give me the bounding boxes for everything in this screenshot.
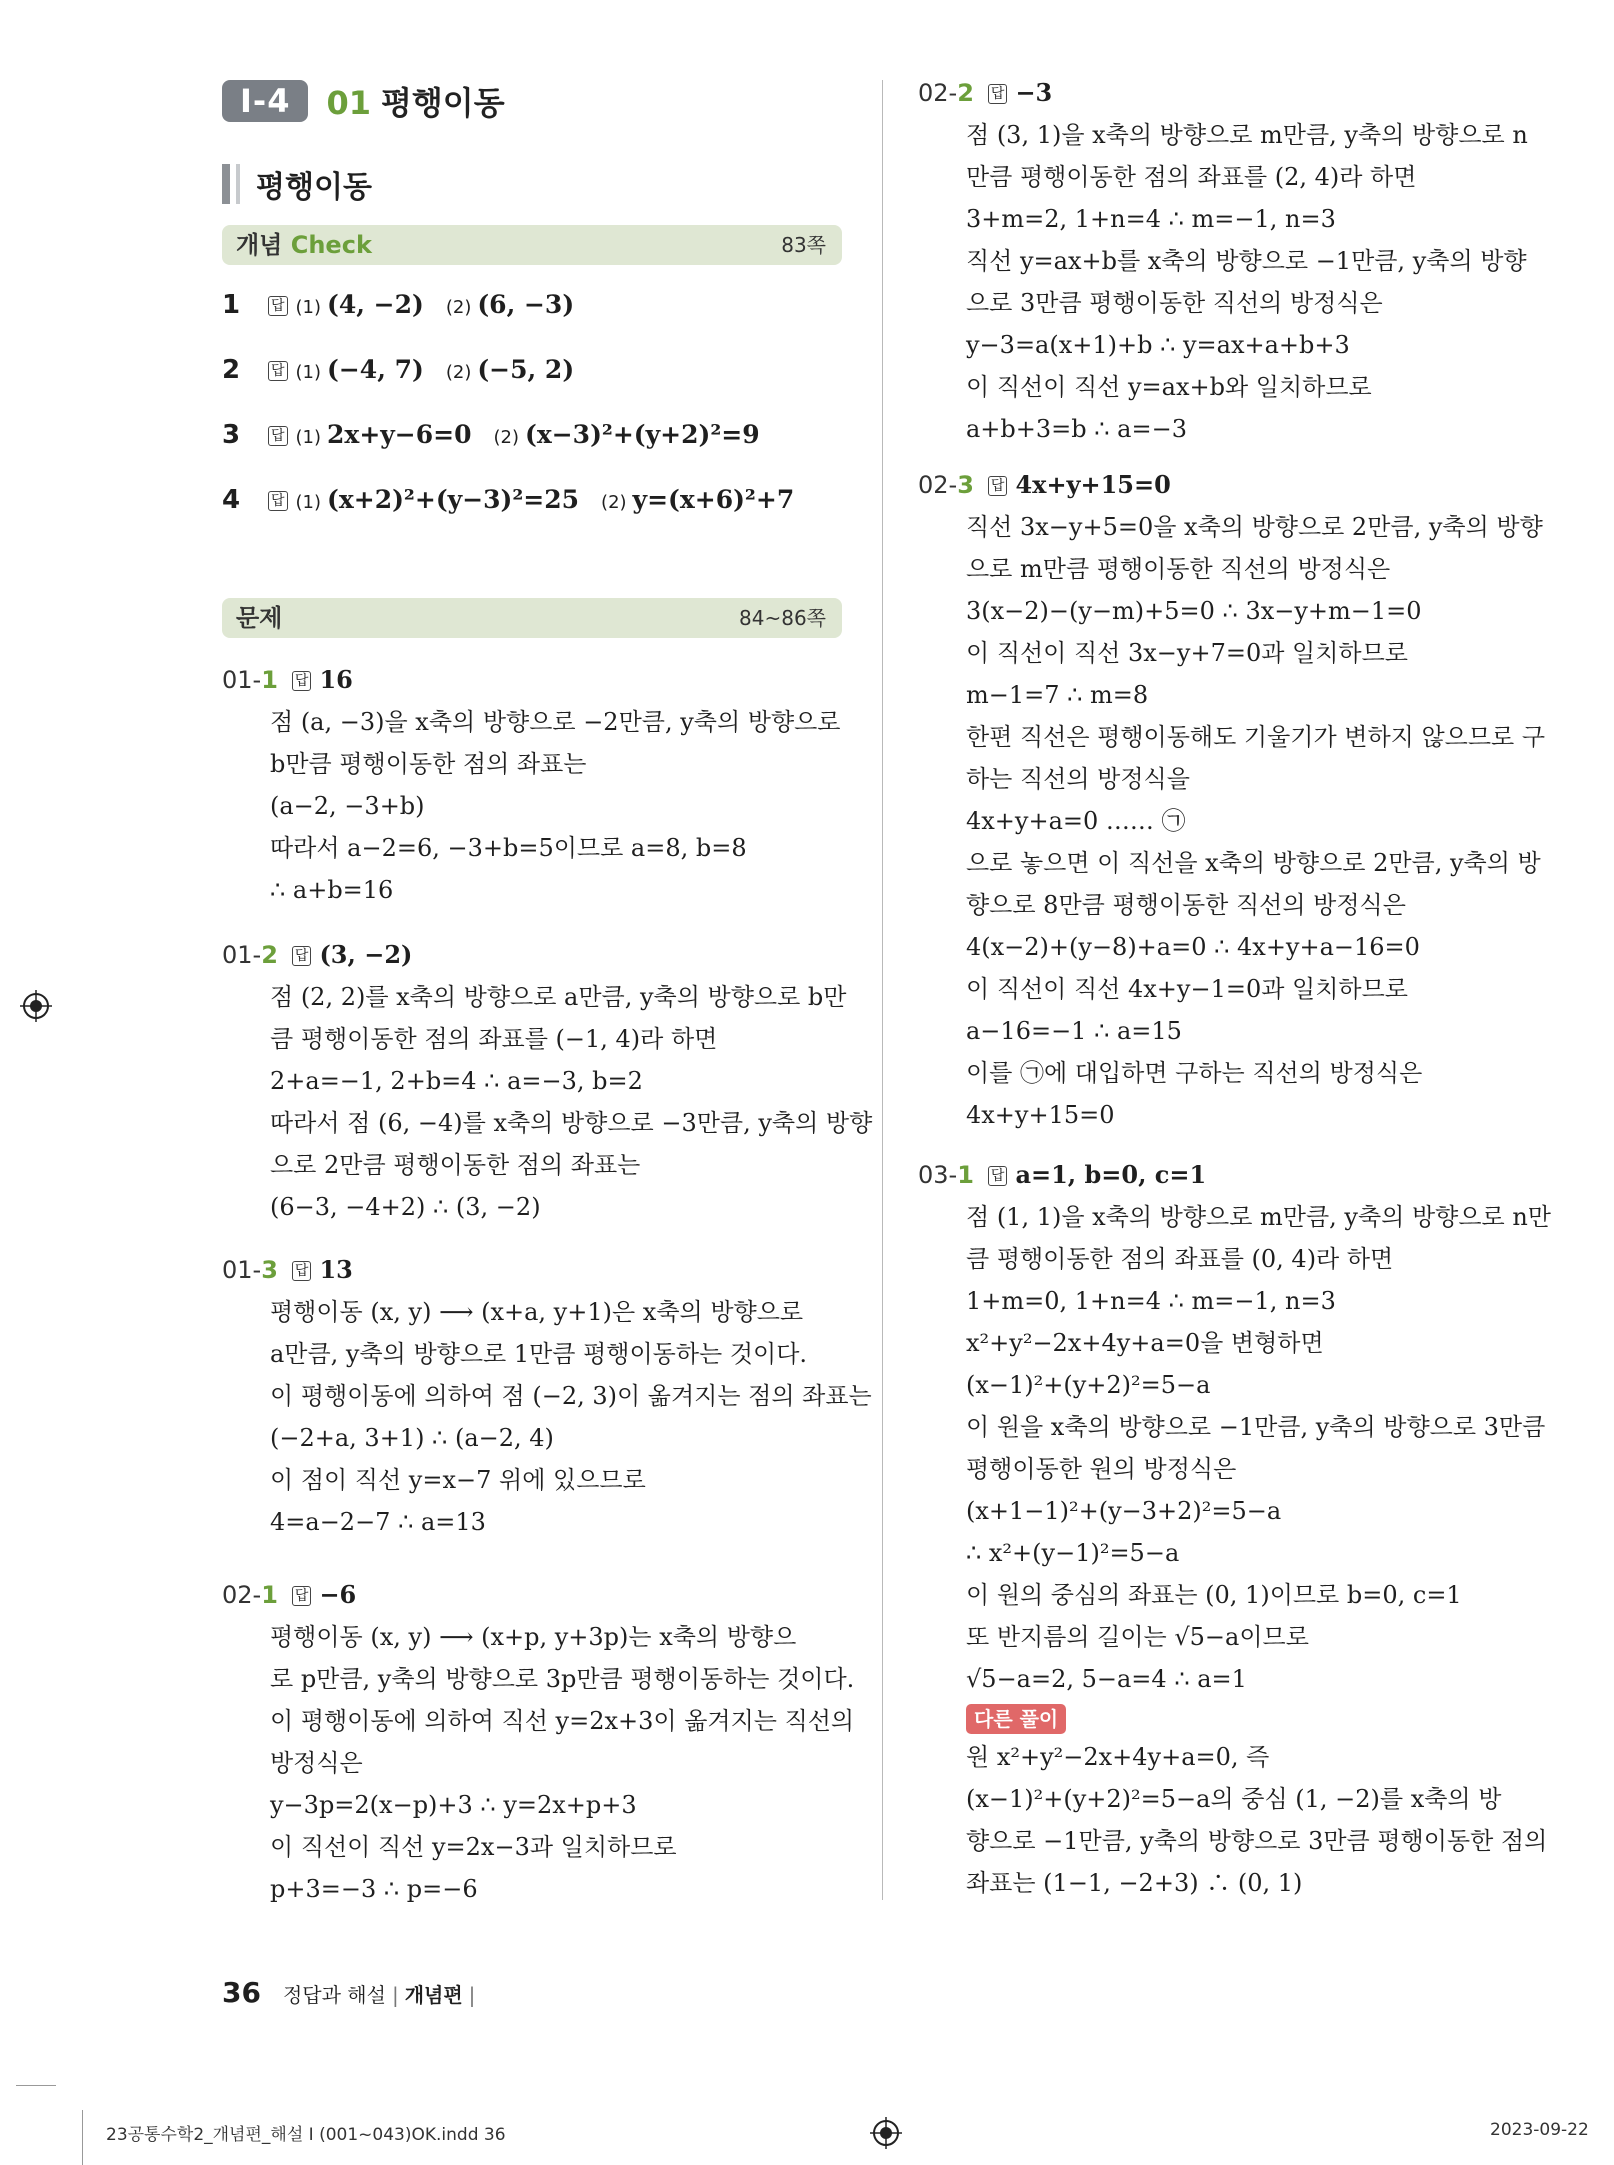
solution-line: 점 (3, 1)을 x축의 방향으로 m만큼, y축의 방향으로 n — [966, 121, 1528, 149]
problem-id-suffix: 3 — [261, 1256, 278, 1284]
solution-line: 점 (a, −3)을 x축의 방향으로 −2만큼, y축의 방향으로 — [270, 708, 841, 736]
alt-solution-line: 원 x²+y²−2x+4y+a=0, 즉 — [966, 1743, 1270, 1771]
solution-line: 큼 평행이동한 점의 좌표를 (0, 4)라 하면 — [966, 1245, 1394, 1273]
solution-line: 으로 m만큼 평행이동한 직선의 방정식은 — [966, 555, 1391, 583]
problem-id-prefix: 01- — [222, 1256, 262, 1284]
solution-line: y−3=a(x+1)+b ∴ y=ax+a+b+3 — [966, 331, 1350, 359]
solution-line: a만큼, y축의 방향으로 1만큼 평행이동하는 것이다. — [270, 1340, 808, 1368]
answer-mark-icon: 답 — [988, 476, 1008, 496]
solution-lines — [966, 506, 1545, 1136]
solution-line: 이 점이 직선 y=x−7 위에 있으므로 — [270, 1466, 646, 1494]
problem-answer: −3 — [1015, 78, 1053, 107]
problem-header — [222, 1255, 872, 1291]
problem-id — [222, 666, 278, 694]
concept-check-page: 83쪽 — [781, 233, 826, 257]
section-bar-icon — [236, 164, 240, 204]
problem-id-suffix: 2 — [261, 941, 278, 969]
problem-id-prefix: 02- — [918, 471, 958, 499]
solution-lines — [966, 1196, 1551, 1904]
solution-line: 방정식은 — [270, 1749, 363, 1777]
alt-solution-line: 향으로 −1만큼, y축의 방향으로 3만큼 평행이동한 점의 — [966, 1827, 1548, 1855]
problem-id-suffix: 1 — [957, 1161, 974, 1189]
column-divider — [882, 80, 883, 1900]
solution-line: ∴ a+b=16 — [270, 876, 394, 904]
solution-line: 으로 놓으면 이 직선을 x축의 방향으로 2만큼, y축의 방 — [966, 849, 1541, 877]
problem-header — [222, 940, 872, 976]
slug-date: 2023-09-22 — [1490, 2120, 1589, 2140]
chapter-badge: Ⅰ-4 — [222, 80, 308, 122]
solution-lines — [270, 701, 841, 911]
problem-block — [222, 940, 872, 1228]
answer-mark-icon: 답 — [268, 491, 288, 511]
registration-mark-icon — [870, 2117, 902, 2149]
problem-answer: −6 — [319, 1580, 357, 1609]
alt-solution-badge: 다른 풀이 — [966, 1704, 1066, 1734]
chapter-header — [222, 80, 505, 122]
solution-line: 하는 직선의 방정식을 — [966, 765, 1190, 793]
solution-line: 이 평행이동에 의하여 직선 y=2x+3이 옮겨지는 직선의 — [270, 1707, 855, 1735]
crop-mark — [16, 2085, 56, 2086]
problem-header — [918, 1160, 1551, 1196]
solution-line: m−1=7 ∴ m=8 — [966, 681, 1149, 709]
solution-line: √5−a=2, 5−a=4 ∴ a=1 — [966, 1665, 1247, 1693]
sub-question-number: (2) — [445, 362, 472, 383]
answer-mark-icon: 답 — [292, 1586, 312, 1606]
problem-id — [918, 471, 974, 499]
problem-block — [222, 1255, 872, 1543]
solution-line: (a−2, −3+b) — [270, 792, 425, 820]
problem-id-prefix: 01- — [222, 666, 262, 694]
answer-mark-icon: 답 — [988, 84, 1008, 104]
sub-answer: (−4, 7) — [327, 355, 424, 384]
solution-line: p+3=−3 ∴ p=−6 — [270, 1875, 478, 1903]
answer-mark-icon: 답 — [988, 1166, 1008, 1186]
solution-line: 이 직선이 직선 y=2x−3과 일치하므로 — [270, 1833, 677, 1861]
problem-block — [222, 1580, 854, 1910]
registration-mark-icon — [20, 990, 52, 1022]
answer-mark-icon: 답 — [292, 671, 312, 691]
sub-answer: (4, −2) — [327, 290, 424, 319]
problem-block — [918, 1160, 1551, 1904]
slug-filename: 23공통수학2_개념편_해설 I (001~043)OK.indd 36 — [106, 2125, 506, 2145]
solution-line: y−3p=2(x−p)+3 ∴ y=2x+p+3 — [270, 1791, 637, 1819]
solution-line: 평행이동 (x, y) ⟶ (x+p, y+3p)는 x축의 방향으 — [270, 1623, 797, 1651]
problem-id — [918, 79, 974, 107]
solution-line: 직선 3x−y+5=0을 x축의 방향으로 2만큼, y축의 방향 — [966, 513, 1543, 541]
concept-check-item — [222, 485, 816, 515]
problem-answer: a=1, b=0, c=1 — [1015, 1160, 1207, 1189]
solution-lines — [270, 976, 872, 1228]
concept-check-item — [222, 420, 782, 450]
sub-question-number: (2) — [601, 492, 627, 513]
problem-answer: (3, −2) — [319, 940, 413, 969]
item-number: 1 — [222, 290, 241, 320]
problem-id-suffix: 3 — [957, 471, 974, 499]
chapter-title: 01 평행이동 — [326, 84, 505, 122]
problem-header — [918, 78, 1528, 114]
solution-line: 만큼 평행이동한 점의 좌표를 (2, 4)라 하면 — [966, 163, 1417, 191]
solution-line: 3+m=2, 1+n=4 ∴ m=−1, n=3 — [966, 205, 1336, 233]
answer-mark-icon: 답 — [268, 296, 288, 316]
solution-line: ∴ x²+(y−1)²=5−a — [966, 1539, 1180, 1567]
problem-id-suffix: 1 — [261, 666, 278, 694]
problem-answer: 16 — [319, 665, 353, 694]
alt-solution-line: (x−1)²+(y+2)²=5−a의 중심 (1, −2)를 x축의 방 — [966, 1785, 1502, 1813]
problems-label: 문제 — [236, 604, 283, 632]
sub-answer: (6, −3) — [477, 290, 575, 319]
problem-answer: 13 — [319, 1255, 353, 1284]
problem-block — [918, 470, 1545, 1136]
solution-line: 따라서 a−2=6, −3+b=5이므로 a=8, b=8 — [270, 834, 747, 862]
chapter-number: 01 — [326, 84, 371, 122]
problem-id — [222, 941, 278, 969]
solution-line: 으로 3만큼 평행이동한 직선의 방정식은 — [966, 289, 1383, 317]
solution-line: 이 원을 x축의 방향으로 −1만큼, y축의 방향으로 3만큼 — [966, 1413, 1546, 1441]
solution-line: (x−1)²+(y+2)²=5−a — [966, 1371, 1211, 1399]
sub-question-number: (1) — [295, 427, 322, 448]
page-number: 36 — [222, 1976, 261, 2009]
solution-lines — [966, 114, 1528, 450]
answer-mark-icon: 답 — [268, 426, 288, 446]
sub-answer: y=(x+6)²+7 — [632, 485, 795, 514]
sub-question-number: (1) — [295, 362, 322, 383]
solution-line: 평행이동 (x, y) ⟶ (x+a, y+1)은 x축의 방향으로 — [270, 1298, 804, 1326]
answer-mark-icon: 답 — [292, 946, 312, 966]
problem-id-suffix: 2 — [957, 79, 974, 107]
solution-line: 3(x−2)−(y−m)+5=0 ∴ 3x−y+m−1=0 — [966, 597, 1422, 625]
answer-mark-icon: 답 — [268, 361, 288, 381]
solution-line: 직선 y=ax+b를 x축의 방향으로 −1만큼, y축의 방향 — [966, 247, 1527, 275]
sub-question-number: (1) — [295, 297, 322, 318]
concept-check-item — [222, 290, 596, 320]
concept-check-item — [222, 355, 596, 385]
item-number: 3 — [222, 420, 241, 450]
problem-id — [222, 1256, 278, 1284]
sub-answer: (x−3)²+(y+2)²=9 — [525, 420, 760, 449]
problem-id-prefix: 03- — [918, 1161, 958, 1189]
solution-line: (x+1−1)²+(y−3+2)²=5−a — [966, 1497, 1282, 1525]
solution-line: 4=a−2−7 ∴ a=13 — [270, 1508, 486, 1536]
item-number: 2 — [222, 355, 241, 385]
solution-line: 로 p만큼, y축의 방향으로 3p만큼 평행이동하는 것이다. — [270, 1665, 855, 1693]
solution-line: x²+y²−2x+4y+a=0을 변형하면 — [966, 1329, 1324, 1357]
solution-line: 한편 직선은 평행이동해도 기울기가 변하지 않으므로 구 — [966, 723, 1546, 751]
solution-line: 으로 2만큼 평행이동한 점의 좌표는 — [270, 1151, 641, 1179]
problem-id — [918, 1161, 974, 1189]
sub-question-number: (2) — [445, 297, 472, 318]
solution-line: 평행이동한 원의 방정식은 — [966, 1455, 1237, 1483]
problem-id-prefix: 02- — [918, 79, 958, 107]
footer-book: 개념편 — [404, 1983, 463, 2007]
problem-id-prefix: 01- — [222, 941, 262, 969]
solution-lines — [270, 1616, 854, 1910]
solution-line: 이를 ㉠에 대입하면 구하는 직선의 방정식은 — [966, 1059, 1423, 1087]
problem-id-suffix: 1 — [261, 1581, 278, 1609]
solution-line: 큼 평행이동한 점의 좌표를 (−1, 4)라 하면 — [270, 1025, 718, 1053]
problem-block — [918, 78, 1528, 450]
solution-line: 따라서 점 (6, −4)를 x축의 방향으로 −3만큼, y축의 방향 — [270, 1109, 873, 1137]
solution-line: 이 직선이 직선 4x+y−1=0과 일치하므로 — [966, 975, 1408, 1003]
solution-line: 향으로 8만큼 평행이동한 직선의 방정식은 — [966, 891, 1406, 919]
solution-line: 이 직선이 직선 3x−y+7=0과 일치하므로 — [966, 639, 1408, 667]
concept-check-band — [222, 225, 842, 265]
solution-line: 이 원의 중심의 좌표는 (0, 1)이므로 b=0, c=1 — [966, 1581, 1462, 1609]
item-number: 4 — [222, 485, 241, 515]
solution-line: 이 평행이동에 의하여 점 (−2, 3)이 옮겨지는 점의 좌표는 — [270, 1382, 872, 1410]
solution-line: 4x+y+15=0 — [966, 1101, 1115, 1129]
problems-band — [222, 598, 842, 638]
problem-header — [918, 470, 1545, 506]
problem-header — [222, 1580, 854, 1616]
alt-solution-row — [966, 1700, 1551, 1736]
solution-line: 점 (1, 1)을 x축의 방향으로 m만큼, y축의 방향으로 n만 — [966, 1203, 1551, 1231]
section-title: 평행이동 — [222, 162, 372, 206]
sub-question-number: (2) — [493, 427, 519, 448]
footer-separator: | — [468, 1983, 476, 2007]
sub-question-number: (1) — [295, 492, 322, 513]
solution-lines — [270, 1291, 872, 1543]
solution-line: b만큼 평행이동한 점의 좌표는 — [270, 750, 587, 778]
footer-separator: | — [391, 1983, 399, 2007]
solution-line: (6−3, −4+2) ∴ (3, −2) — [270, 1193, 541, 1221]
problem-id-prefix: 02- — [222, 1581, 262, 1609]
solution-line: 2+a=−1, 2+b=4 ∴ a=−3, b=2 — [270, 1067, 643, 1095]
answer-mark-icon: 답 — [292, 1261, 312, 1281]
solution-line: a+b+3=b ∴ a=−3 — [966, 415, 1187, 443]
sub-answer: 2x+y−6=0 — [327, 420, 472, 449]
solution-line: 4(x−2)+(y−8)+a=0 ∴ 4x+y+a−16=0 — [966, 933, 1420, 961]
solution-line: (−2+a, 3+1) ∴ (a−2, 4) — [270, 1424, 554, 1452]
page-footer — [222, 1976, 475, 2009]
solution-line: 또 반지름의 길이는 √5−a이므로 — [966, 1623, 1309, 1651]
solution-line: 1+m=0, 1+n=4 ∴ m=−1, n=3 — [966, 1287, 1336, 1315]
problem-block — [222, 665, 841, 911]
solution-line: 이 직선이 직선 y=ax+b와 일치하므로 — [966, 373, 1372, 401]
section-bar-icon — [222, 164, 230, 204]
solution-line: a−16=−1 ∴ a=15 — [966, 1017, 1182, 1045]
problems-page: 84~86쪽 — [739, 606, 826, 630]
concept-check-label: 개념 Check — [236, 231, 372, 259]
crop-mark — [82, 2110, 83, 2165]
footer-text: 정답과 해설 — [282, 1983, 386, 2007]
sub-answer: (−5, 2) — [477, 355, 575, 384]
problem-header — [222, 665, 841, 701]
problem-id — [222, 1581, 278, 1609]
sub-answer: (x+2)²+(y−3)²=25 — [327, 485, 580, 514]
problem-answer: 4x+y+15=0 — [1015, 470, 1171, 499]
alt-solution-line: 좌표는 (1−1, −2+3) ∴ (0, 1) — [966, 1869, 1303, 1897]
solution-line: 점 (2, 2)를 x축의 방향으로 a만큼, y축의 방향으로 b만 — [270, 983, 847, 1011]
solution-line: 4x+y+a=0 …… ㉠ — [966, 807, 1186, 835]
